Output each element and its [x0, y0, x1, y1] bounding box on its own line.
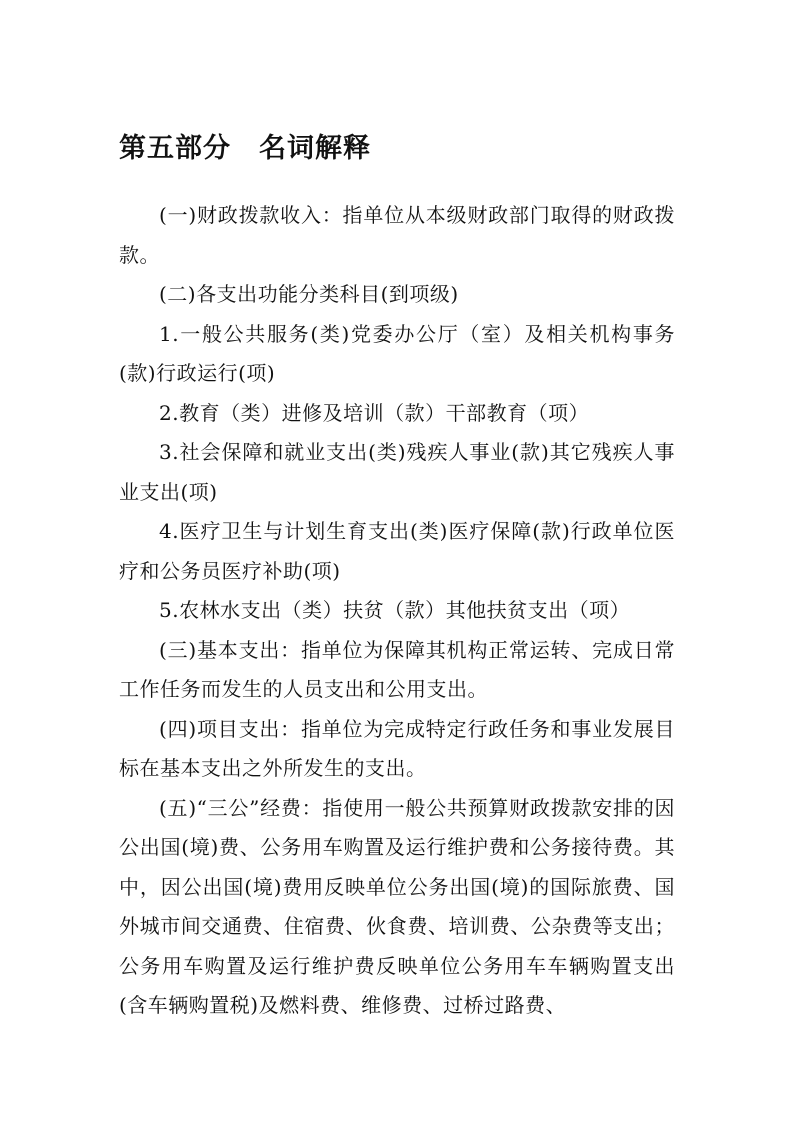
document-body	[119, 196, 675, 1026]
paragraph-category-item-2: 2.教育（类）进修及培训（款）干部教育（项）	[159, 400, 590, 425]
paragraph-category-item-3: 3.社会保障和就业支出(类)残疾人事业(款)其它残疾人事业支出(项)	[119, 440, 675, 504]
paragraph-project-expenditure: (四)项目支出：指单位为完成特定行政任务和事业发展目标在基本支出之外所发生的支出。	[119, 716, 675, 780]
paragraph-category-item-1: 1.一般公共服务(类)党委办公厅（室）及相关机构事务(款)行政运行(项)	[119, 321, 675, 385]
paragraph-basic-expenditure: (三)基本支出：指单位为保障其机构正常运转、完成日常工作任务而发生的人员支出和公用支出。	[119, 637, 675, 701]
paragraph-category-item-4: 4.医疗卫生与计划生育支出(类)医疗保障(款)行政单位医疗和公务员医疗补助(项)	[119, 519, 675, 583]
paragraph-fiscal-appropriation-income: (一)财政拨款收入：指单位从本级财政部门取得的财政拨款。	[119, 203, 675, 267]
paragraph-three-public-expenses: (五)“三公”经费：指使用一般公共预算财政拨款安排的因公出国(境)费、公务用车购置及运行维护费和公务接待费。其中，因公出国(境)费用反映单位公务出国(境)的国际旅费、国外城市间交通费、住宿费、伙食费、培训费、公杂费等支出；公务用车购置及运行维护费反映单位公务用车车辆购置支出(含车辆购置税)及燃料费、维修费、过桥过路费、	[119, 795, 675, 1017]
paragraph-category-item-5: 5.农林水支出（类）扶贫（款）其他扶贫支出（项）	[159, 598, 631, 622]
paragraph-expenditure-categories-heading: (二)各支出功能分类科目(到项级)	[159, 282, 459, 306]
page-title: 第五部分 名词解释	[119, 133, 371, 164]
